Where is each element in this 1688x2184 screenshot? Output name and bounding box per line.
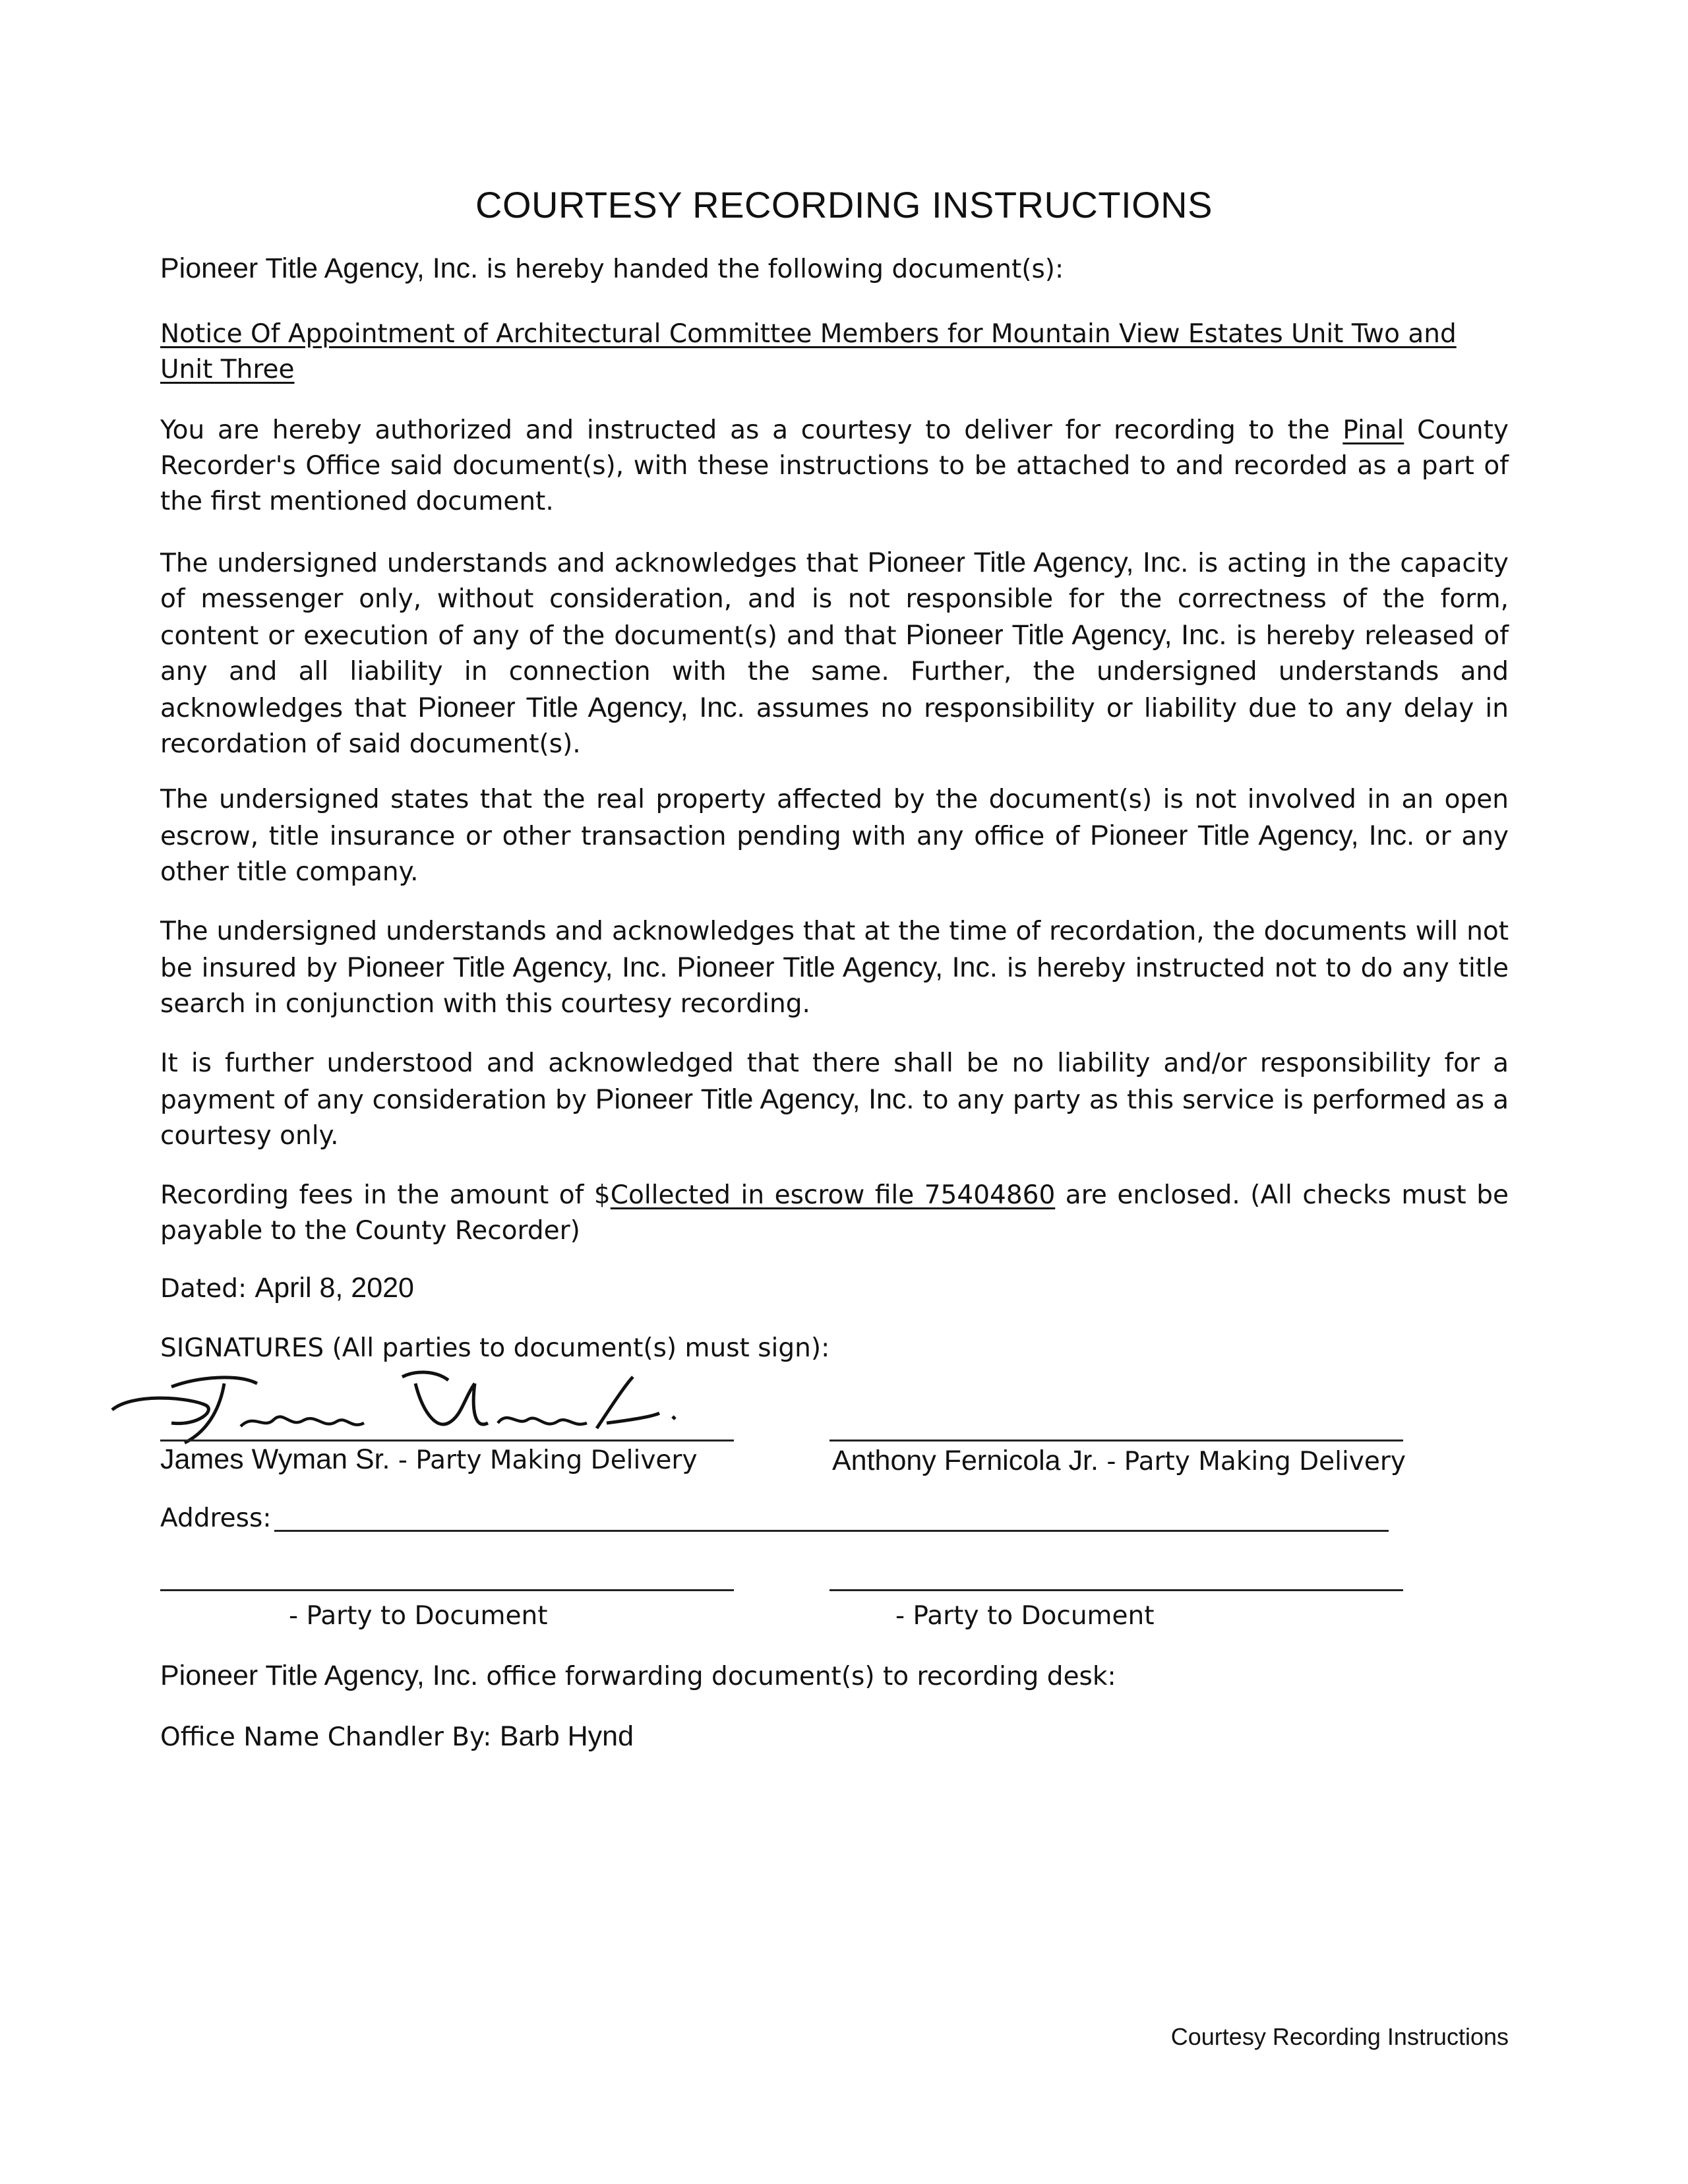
signatures-heading: SIGNATURES (All parties to document(s) must sign): [160,1333,830,1363]
agency-name: Pioneer Title Agency, Inc. [160,253,479,284]
liability-paragraph: It is further understood and acknowledged that there shall be no liability and/or responsibility for a payment of any consideration by Pioneer Title Agency, Inc. to any party as this service is performed as a courtesy only. [160,1048,1509,1151]
page-footer: Courtesy Recording Instructions [1170,2023,1509,2050]
signer-2-caption: Anthony Fernicola Jr. - Party Making Delivery [832,1445,1406,1476]
dated-line: Dated: April 8, 2020 [160,1272,414,1304]
office-line: Office Name Chandler By: Barb Hynd [160,1720,634,1752]
address-label: Address: [160,1503,272,1533]
party-1-caption: - Party to Document [289,1601,548,1631]
address-line [274,1530,1389,1532]
party-2-caption: - Party to Document [895,1601,1155,1631]
page-title: COURTESY RECORDING INSTRUCTIONS [475,184,1213,226]
document-name: Notice Of Appointment of Architectural Committee Members for Mountain View Estates Unit Two and Unit Three [160,319,1457,384]
authorization-paragraph: You are hereby authorized and instructed as a courtesy to deliver for recording to the Pinal County Recorder's Office said document(s), with these instructions to be attached to and recorded as a part of the first mentioned document. [160,415,1509,516]
fee-amount: Collected in escrow file 75404860 [610,1180,1056,1210]
forwarding-line: Pioneer Title Agency, Inc. office forwarding document(s) to recording desk: [160,1660,1116,1691]
escrow-paragraph: The undersigned states that the real property affected by the document(s) is not involved in an open escrow, title insurance or other transaction pending with any office of Pioneer Title Agency, Inc. or any other title company. [160,785,1509,887]
signature-line-2 [829,1440,1403,1441]
party-line-2 [829,1589,1403,1591]
intro-paragraph: Pioneer Title Agency, Inc. is hereby handed the following document(s): [160,253,1064,284]
party-line-1 [160,1589,734,1591]
fees-paragraph: Recording fees in the amount of $Collected in escrow file 75404860 are enclosed. (All checks must be payable to the County Recorder) [160,1180,1509,1246]
messenger-paragraph: The undersigned understands and acknowledges that Pioneer Title Agency, Inc. is acting in the capacity of messenger only, without consideration, and is not responsible for the correctness of the form, content or execution of any of the document(s) and that Pioneer Title Agency, Inc. is hereby released of any and all liability in connection with the same. Further, the undersigned understands and acknowledges that Pioneer Title Agency, Inc. assumes no responsibility or liability due to any delay in recordation of said document(s). [160,547,1509,759]
signer-1-caption: James Wyman Sr. - Party Making Delivery [160,1443,698,1475]
insured-paragraph: The undersigned understands and acknowledges that at the time of recordation, the documents will not be insured by Pioneer Title Agency, Inc. Pioneer Title Agency, Inc. is hereby instructed not to do any title search in conjunction with this courtesy recording. [160,917,1509,1019]
county-name: Pinal [1342,415,1404,445]
